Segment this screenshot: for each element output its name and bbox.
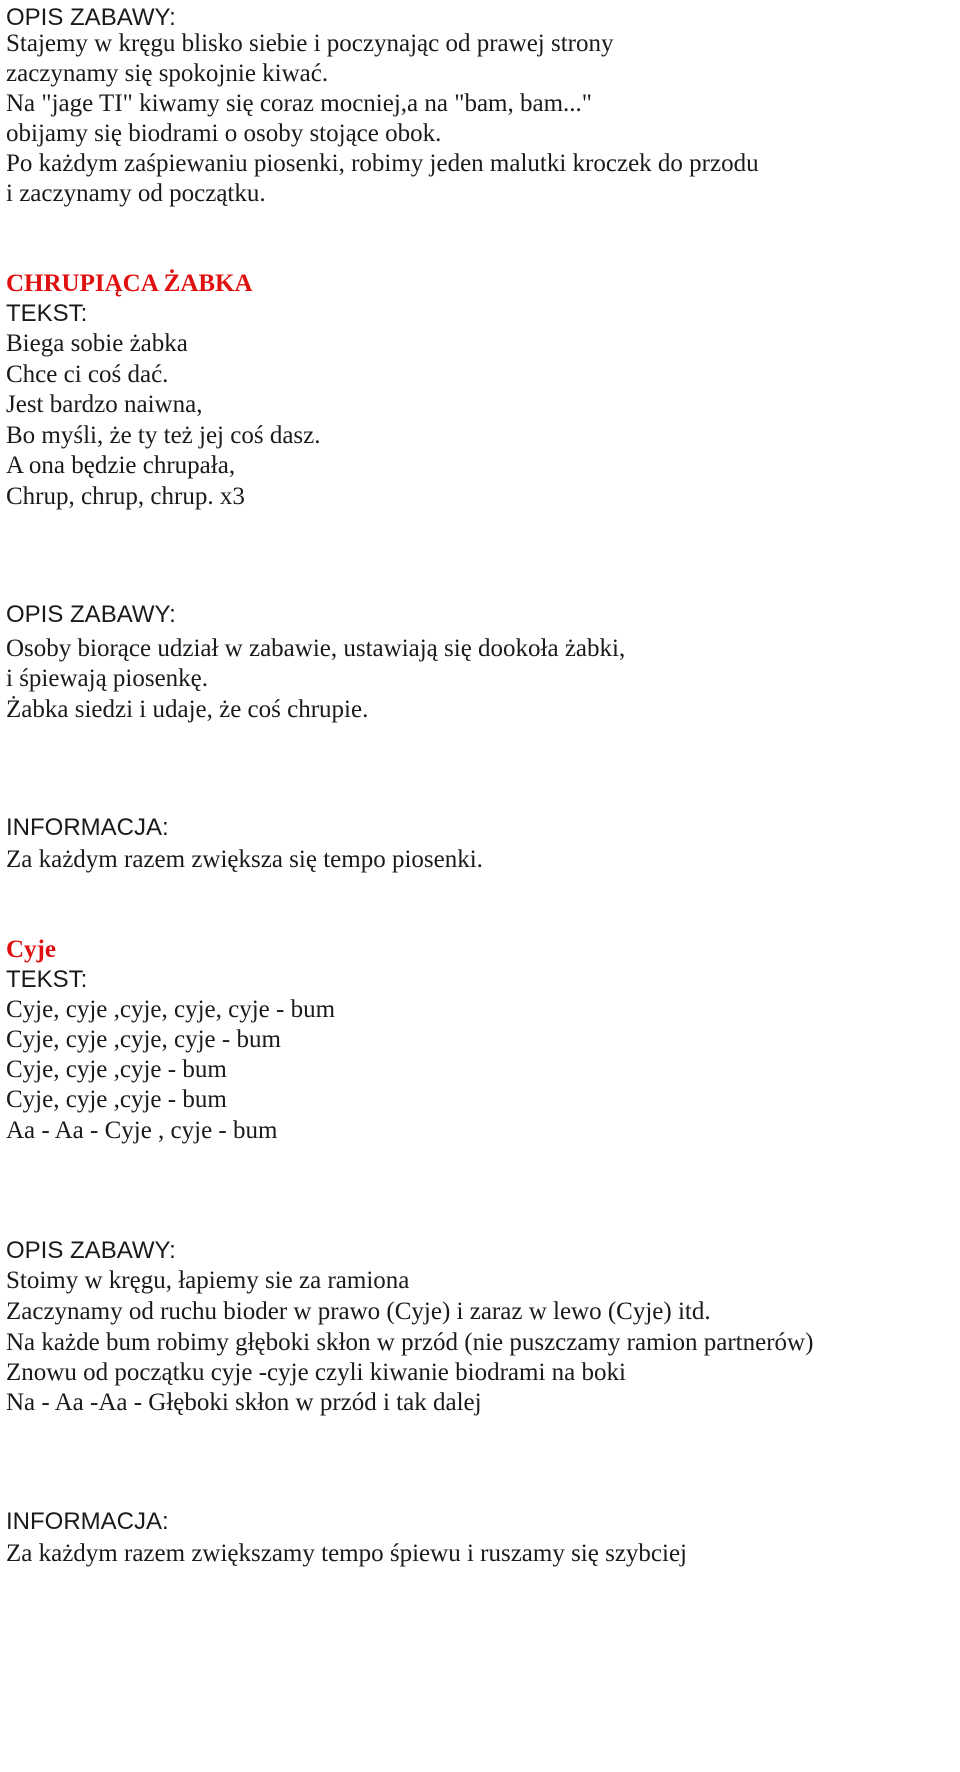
lyric-line: Chce ci coś dać.	[6, 361, 169, 388]
lyric-line: Aa - Aa - Cyje , cyje - bum	[6, 1117, 278, 1144]
description-line: zaczynamy się spokojnie kiwać.	[6, 60, 329, 87]
tekst-label: TEKST:	[6, 300, 88, 327]
info-line: Za każdym razem zwiększa się tempo piosenki.	[6, 846, 483, 873]
description-line: Na "jage TI" kiwamy się coraz mocniej,a na "bam, bam..."	[6, 90, 592, 117]
lyric-line: Chrup, chrup, chrup. x3	[6, 483, 245, 510]
tekst-label: TEKST:	[6, 966, 88, 993]
description-line: Po każdym zaśpiewaniu piosenki, robimy jeden malutki kroczek do przodu	[6, 150, 759, 177]
description-line: Stajemy w kręgu blisko siebie i poczynając od prawej strony	[6, 30, 614, 57]
opis-label: OPIS ZABAWY:	[6, 601, 176, 628]
lyric-line: Cyje, cyje ,cyje - bum	[6, 1086, 227, 1113]
song-title: CHRUPIĄCA ŻABKA	[6, 270, 253, 297]
description-line: Zaczynamy od ruchu bioder w prawo (Cyje) i zaraz w lewo (Cyje) itd.	[6, 1298, 711, 1325]
description-line: i zaczynamy od początku.	[6, 180, 266, 207]
lyric-line: Biega sobie żabka	[6, 330, 188, 357]
description-line: Żabka siedzi i udaje, że coś chrupie.	[6, 696, 369, 723]
song-title: Cyje	[6, 936, 56, 963]
description-line: Osoby biorące udział w zabawie, ustawiają się dookoła żabki,	[6, 635, 626, 662]
lyric-line: Cyje, cyje ,cyje, cyje, cyje - bum	[6, 996, 336, 1023]
opis-label: OPIS ZABAWY:	[6, 1237, 176, 1264]
lyric-line: A ona będzie chrupała,	[6, 452, 236, 479]
lyric-line: Cyje, cyje ,cyje, cyje - bum	[6, 1026, 281, 1053]
description-line: Znowu od początku cyje -cyje czyli kiwanie biodrami na boki	[6, 1359, 626, 1386]
info-line: Za każdym razem zwiększamy tempo śpiewu i ruszamy się szybciej	[6, 1540, 688, 1567]
lyric-line: Jest bardzo naiwna,	[6, 391, 203, 418]
description-line: Na - Aa -Aa - Głęboki skłon w przód i tak dalej	[6, 1389, 482, 1416]
description-line: i śpiewają piosenkę.	[6, 665, 209, 692]
description-line: Stoimy w kręgu, łapiemy sie za ramiona	[6, 1267, 410, 1294]
description-line: Na każde bum robimy głęboki skłon w przód (nie puszczamy ramion partnerów)	[6, 1329, 814, 1356]
lyric-line: Bo myśli, że ty też jej coś dasz.	[6, 422, 321, 449]
lyric-line: Cyje, cyje ,cyje - bum	[6, 1056, 227, 1083]
section-heading: OPIS ZABAWY:	[6, 4, 176, 31]
info-label: INFORMACJA:	[6, 1508, 169, 1535]
description-line: obijamy się biodrami o osoby stojące obok.	[6, 120, 442, 147]
info-label: INFORMACJA:	[6, 814, 169, 841]
